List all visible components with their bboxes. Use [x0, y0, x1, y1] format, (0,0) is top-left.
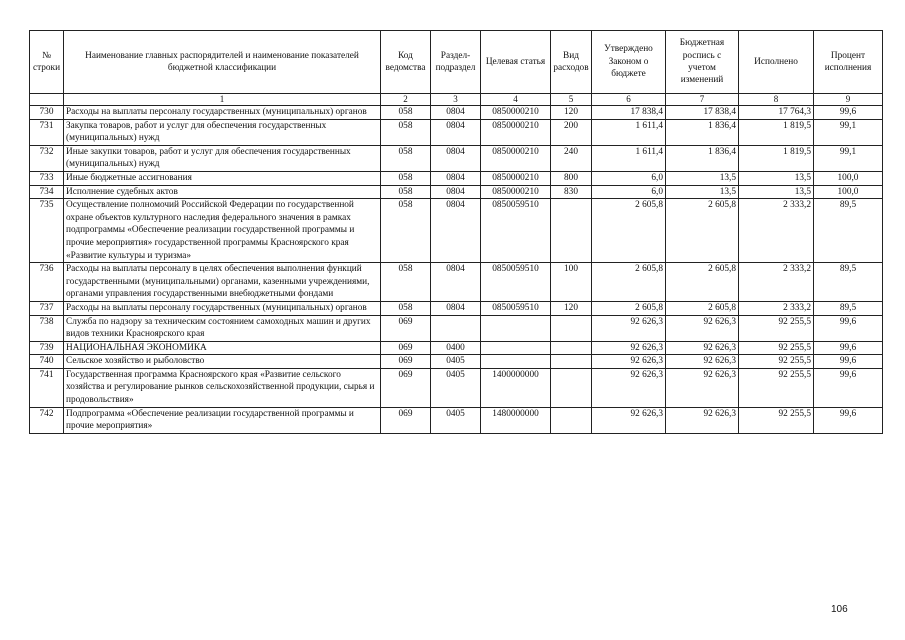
column-number — [30, 94, 64, 106]
row-number-cell: 735 — [30, 199, 64, 263]
executed-cell: 92 255,5 — [739, 368, 814, 407]
section-cell — [431, 315, 481, 341]
table-row — [30, 171, 883, 185]
row-name-cell: НАЦИОНАЛЬНАЯ ЭКОНОМИКА — [64, 341, 381, 355]
row-number-cell: 739 — [30, 341, 64, 355]
approved-cell: 2 605,8 — [592, 199, 666, 263]
approved-cell: 6,0 — [592, 171, 666, 185]
percent-cell: 99,6 — [814, 355, 883, 369]
dept-code-cell: 058 — [381, 185, 431, 199]
target-article-cell: 0850059510 — [481, 301, 551, 315]
row-number-cell: 734 — [30, 185, 64, 199]
header-executed: Исполнено — [739, 31, 814, 94]
approved-cell: 92 626,3 — [592, 407, 666, 433]
executed-cell: 1 819,5 — [739, 145, 814, 171]
column-number: 2 — [381, 94, 431, 106]
percent-cell: 99,6 — [814, 315, 883, 341]
schedule-cell: 92 626,3 — [666, 341, 739, 355]
section-cell: 0804 — [431, 199, 481, 263]
column-number: 9 — [814, 94, 883, 106]
row-number-cell: 738 — [30, 315, 64, 341]
header-expense-type: Вид расходов — [551, 31, 592, 94]
table-row — [30, 341, 883, 355]
executed-cell: 1 819,5 — [739, 119, 814, 145]
section-cell: 0804 — [431, 263, 481, 302]
dept-code-cell: 069 — [381, 315, 431, 341]
dept-code-cell: 058 — [381, 171, 431, 185]
target-article-cell: 0850059510 — [481, 199, 551, 263]
row-number-cell: 733 — [30, 171, 64, 185]
percent-cell: 99,1 — [814, 119, 883, 145]
approved-cell: 2 605,8 — [592, 301, 666, 315]
schedule-cell: 92 626,3 — [666, 368, 739, 407]
row-name-cell: Расходы на выплаты персоналу в целях обеспечения выполнения функций государственными (муниципальными) органами, казенными учреждениями, органами управления государственными внебюджетными фондами — [64, 263, 381, 302]
percent-cell: 99,1 — [814, 145, 883, 171]
dept-code-cell: 058 — [381, 263, 431, 302]
row-name-cell: Иные закупки товаров, работ и услуг для обеспечения государственных (муниципальных) нужд — [64, 145, 381, 171]
section-cell: 0804 — [431, 301, 481, 315]
table-row — [30, 368, 883, 407]
header-row-number: № строки — [30, 31, 64, 94]
expense-type-cell: 120 — [551, 106, 592, 120]
expense-type-cell — [551, 315, 592, 341]
section-cell: 0804 — [431, 145, 481, 171]
row-number-cell: 742 — [30, 407, 64, 433]
row-name-cell: Сельское хозяйство и рыболовство — [64, 355, 381, 369]
expense-type-cell: 240 — [551, 145, 592, 171]
target-article-cell: 0850000210 — [481, 119, 551, 145]
executed-cell: 17 764,3 — [739, 106, 814, 120]
percent-cell: 99,6 — [814, 106, 883, 120]
percent-cell: 100,0 — [814, 171, 883, 185]
approved-cell: 1 611,4 — [592, 145, 666, 171]
table-row — [30, 355, 883, 369]
row-name-cell: Закупка товаров, работ и услуг для обеспечения государственных (муниципальных) нужд — [64, 119, 381, 145]
expense-type-cell: 800 — [551, 171, 592, 185]
table-row — [30, 315, 883, 341]
expense-type-cell: 120 — [551, 301, 592, 315]
table-row — [30, 185, 883, 199]
percent-cell: 99,6 — [814, 368, 883, 407]
row-number-cell: 741 — [30, 368, 64, 407]
schedule-cell: 2 605,8 — [666, 301, 739, 315]
schedule-cell: 17 838,4 — [666, 106, 739, 120]
percent-cell: 89,5 — [814, 263, 883, 302]
dept-code-cell: 058 — [381, 145, 431, 171]
expense-type-cell — [551, 407, 592, 433]
column-number: 4 — [481, 94, 551, 106]
dept-code-cell: 069 — [381, 407, 431, 433]
schedule-cell: 92 626,3 — [666, 355, 739, 369]
row-number-cell: 730 — [30, 106, 64, 120]
table-row — [30, 119, 883, 145]
section-cell: 0804 — [431, 119, 481, 145]
target-article-cell: 1400000000 — [481, 368, 551, 407]
row-name-cell: Государственная программа Красноярского края «Развитие сельского хозяйства и регулирование рынков сельскохозяйственной продукции, сырья и продовольствия» — [64, 368, 381, 407]
expense-type-cell: 200 — [551, 119, 592, 145]
executed-cell: 13,5 — [739, 185, 814, 199]
executed-cell: 92 255,5 — [739, 355, 814, 369]
dept-code-cell: 069 — [381, 341, 431, 355]
schedule-cell: 2 605,8 — [666, 199, 739, 263]
executed-cell: 13,5 — [739, 171, 814, 185]
approved-cell: 6,0 — [592, 185, 666, 199]
target-article-cell: 0850000210 — [481, 106, 551, 120]
approved-cell: 92 626,3 — [592, 355, 666, 369]
column-number: 6 — [592, 94, 666, 106]
target-article-cell: 1480000000 — [481, 407, 551, 433]
approved-cell: 92 626,3 — [592, 368, 666, 407]
percent-cell: 99,6 — [814, 407, 883, 433]
section-cell: 0405 — [431, 355, 481, 369]
row-number-cell: 731 — [30, 119, 64, 145]
header-target-article: Целевая статья — [481, 31, 551, 94]
approved-cell: 17 838,4 — [592, 106, 666, 120]
schedule-cell: 13,5 — [666, 171, 739, 185]
target-article-cell: 0850000210 — [481, 145, 551, 171]
table-row — [30, 106, 883, 120]
approved-cell: 92 626,3 — [592, 315, 666, 341]
percent-cell: 99,6 — [814, 341, 883, 355]
executed-cell: 2 333,2 — [739, 263, 814, 302]
row-number-cell: 740 — [30, 355, 64, 369]
executed-cell: 92 255,5 — [739, 315, 814, 341]
executed-cell: 92 255,5 — [739, 407, 814, 433]
target-article-cell: 0850000210 — [481, 185, 551, 199]
row-number-cell: 736 — [30, 263, 64, 302]
header-section: Раздел-подраздел — [431, 31, 481, 94]
row-number-cell: 732 — [30, 145, 64, 171]
percent-cell: 89,5 — [814, 301, 883, 315]
dept-code-cell: 058 — [381, 301, 431, 315]
table-row — [30, 407, 883, 433]
row-name-cell: Служба по надзору за техническим состоянием самоходных машин и других видов техники Красноярского края — [64, 315, 381, 341]
executed-cell: 2 333,2 — [739, 301, 814, 315]
row-name-cell: Иные бюджетные ассигнования — [64, 171, 381, 185]
expense-type-cell: 100 — [551, 263, 592, 302]
expense-type-cell — [551, 341, 592, 355]
header-approved: Утверждено Законом о бюджете — [592, 31, 666, 94]
dept-code-cell: 058 — [381, 106, 431, 120]
expense-type-cell — [551, 368, 592, 407]
table-row — [30, 145, 883, 171]
schedule-cell: 2 605,8 — [666, 263, 739, 302]
page-number: 106 — [831, 604, 848, 615]
schedule-cell: 1 836,4 — [666, 119, 739, 145]
section-cell: 0405 — [431, 407, 481, 433]
column-number: 5 — [551, 94, 592, 106]
section-cell: 0400 — [431, 341, 481, 355]
budget-execution-table — [29, 30, 883, 434]
column-number: 8 — [739, 94, 814, 106]
section-cell: 0804 — [431, 171, 481, 185]
target-article-cell: 0850000210 — [481, 171, 551, 185]
target-article-cell — [481, 341, 551, 355]
column-number: 1 — [64, 94, 381, 106]
section-cell: 0405 — [431, 368, 481, 407]
column-number-row — [30, 94, 883, 106]
table-row — [30, 263, 883, 302]
column-number: 3 — [431, 94, 481, 106]
row-name-cell: Осуществление полномочий Российской Федерации по государственной охране объектов культурного наследия федерального значения в рамках подпрограммы «Обеспечение реализации государственной программы и прочие мероприятия» государственной программы Красноярского края «Развитие культуры и туризма» — [64, 199, 381, 263]
row-name-cell: Подпрограмма «Обеспечение реализации государственной программы и прочие мероприятия» — [64, 407, 381, 433]
section-cell: 0804 — [431, 185, 481, 199]
row-name-cell: Расходы на выплаты персоналу государственных (муниципальных) органов — [64, 301, 381, 315]
target-article-cell — [481, 315, 551, 341]
row-name-cell: Расходы на выплаты персоналу государственных (муниципальных) органов — [64, 106, 381, 120]
section-cell: 0804 — [431, 106, 481, 120]
expense-type-cell — [551, 355, 592, 369]
row-name-cell: Исполнение судебных актов — [64, 185, 381, 199]
header-name: Наименование главных распорядителей и наименование показателей бюджетной классификации — [64, 31, 381, 94]
header-dept-code: Код ведомства — [381, 31, 431, 94]
target-article-cell: 0850059510 — [481, 263, 551, 302]
column-number: 7 — [666, 94, 739, 106]
table-row — [30, 301, 883, 315]
schedule-cell: 92 626,3 — [666, 407, 739, 433]
header-row — [30, 31, 883, 94]
row-number-cell: 737 — [30, 301, 64, 315]
schedule-cell: 92 626,3 — [666, 315, 739, 341]
dept-code-cell: 069 — [381, 368, 431, 407]
percent-cell: 100,0 — [814, 185, 883, 199]
executed-cell: 2 333,2 — [739, 199, 814, 263]
table-body — [30, 106, 883, 434]
target-article-cell — [481, 355, 551, 369]
expense-type-cell — [551, 199, 592, 263]
executed-cell: 92 255,5 — [739, 341, 814, 355]
dept-code-cell: 058 — [381, 199, 431, 263]
schedule-cell: 1 836,4 — [666, 145, 739, 171]
expense-type-cell: 830 — [551, 185, 592, 199]
dept-code-cell: 069 — [381, 355, 431, 369]
schedule-cell: 13,5 — [666, 185, 739, 199]
approved-cell: 1 611,4 — [592, 119, 666, 145]
dept-code-cell: 058 — [381, 119, 431, 145]
approved-cell: 2 605,8 — [592, 263, 666, 302]
header-schedule: Бюджетная роспись с учетом изменений — [666, 31, 739, 94]
approved-cell: 92 626,3 — [592, 341, 666, 355]
table-row — [30, 199, 883, 263]
header-percent: Процент исполнения — [814, 31, 883, 94]
percent-cell: 89,5 — [814, 199, 883, 263]
